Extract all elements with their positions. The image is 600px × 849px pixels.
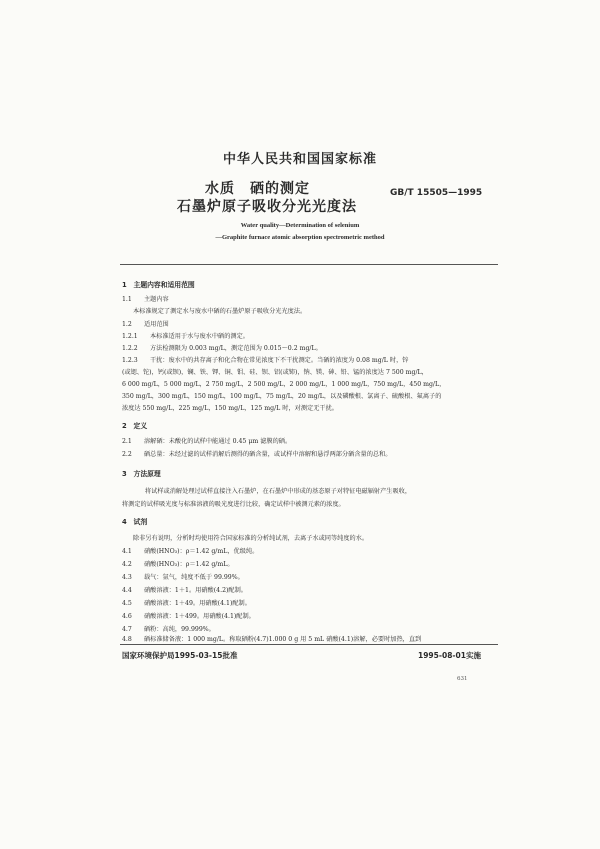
clause-1-2-3-line5: 浓度达 550 mg/L，225 mg/L，150 mg/L，125 mg/L 时，对测定无干扰。 bbox=[122, 405, 338, 412]
clause-number: 4.2 bbox=[122, 561, 132, 568]
clause-1-1 bbox=[122, 296, 169, 304]
chinese-title-line2: 石墨炉原子吸收分光光度法 bbox=[177, 199, 357, 215]
clause-text: 硝酸(HNO₃)：ρ＝1.42 g/mL。 bbox=[144, 561, 234, 568]
clause-1-1-text: 本标准规定了测定水与废水中硒的石墨炉原子吸收分光光度法。 bbox=[133, 308, 307, 315]
clause-number: 4.5 bbox=[122, 600, 132, 607]
english-title-line2: —Graphite furnace atomic absorption spectrometric method bbox=[215, 234, 385, 241]
clause-text: 本标准适用于水与废水中硒的测定。 bbox=[150, 333, 249, 340]
page-number: 631 bbox=[457, 676, 468, 682]
clause-text: 硝酸(HNO₃)：ρ＝1.42 g/mL，优级纯。 bbox=[144, 548, 259, 555]
approval-date: 国家环境保护局1995-03-15批准 bbox=[122, 651, 238, 660]
clause-1-2-1 bbox=[122, 333, 249, 341]
clause-text: 硝酸溶液：1＋49。用硝酸(4.1)配制。 bbox=[144, 600, 251, 607]
clause-4-2 bbox=[122, 561, 234, 569]
clause-number: 4.7 bbox=[122, 626, 132, 633]
clause-4-7 bbox=[122, 626, 215, 634]
clause-4-1 bbox=[122, 548, 258, 556]
clause-number: 1.2.2 bbox=[122, 345, 138, 352]
english-title-line1: Water quality—Determination of selenium bbox=[240, 222, 360, 229]
clause-text: 载气：氩气，纯度不低于 99.99%。 bbox=[144, 574, 244, 581]
clause-number: 4.3 bbox=[122, 574, 132, 581]
clause-1-2 bbox=[122, 321, 169, 329]
standard-number: GB/T 15505—1995 bbox=[390, 188, 483, 198]
top-divider bbox=[120, 264, 498, 265]
clause-4-3 bbox=[122, 574, 244, 582]
section-1-heading: 1 主题内容和适用范围 bbox=[122, 281, 195, 289]
clause-text: 硒总量：未经过滤的试样消解后测得的硒含量，或试样中溶解和悬浮两部分硒含量的总和。 bbox=[144, 451, 392, 458]
clause-4-4 bbox=[122, 587, 247, 595]
chinese-title-line1: 水质 硒的测定 bbox=[205, 181, 310, 197]
clause-1-2-3-line2: (或锶、铊)，钙(或钡)，镧、铁、钾、铜、钼、硅、钡、铝(或铈)，钠、镁、砷、铅、锰的浓度达 7 500 mg/L， bbox=[122, 369, 428, 376]
clause-number: 2.2 bbox=[122, 451, 132, 458]
clause-number: 1.2.3 bbox=[122, 357, 138, 364]
clause-text: 方法检测限为 0.003 mg/L，测定范围为 0.015～0.2 mg/L。 bbox=[150, 345, 322, 352]
implementation-date: 1995-08-01实施 bbox=[418, 651, 481, 660]
bottom-divider bbox=[120, 644, 498, 645]
clause-text: 干扰：废水中的共存离子和化合物在常见浓度下不干扰测定。当硒的浓度为 0.08 mg/L 时，锌 bbox=[150, 357, 409, 364]
clause-text: 硒粉：高纯，99.999%。 bbox=[144, 626, 215, 633]
clause-number: 4.4 bbox=[122, 587, 132, 594]
clause-number: 1.2 bbox=[122, 321, 132, 328]
clause-2-2 bbox=[122, 451, 392, 459]
clause-number: 4.8 bbox=[122, 636, 132, 643]
clause-number: 1.1 bbox=[122, 296, 132, 303]
clause-title: 适用范围 bbox=[144, 321, 169, 328]
section-3-heading: 3 方法原理 bbox=[122, 470, 161, 478]
clause-number: 4.1 bbox=[122, 548, 132, 555]
clause-1-2-2 bbox=[122, 345, 322, 353]
section-2-heading: 2 定义 bbox=[122, 422, 148, 430]
clause-4-8 bbox=[122, 636, 421, 644]
clause-text: 硒标准储备液：1 000 mg/L。称取硒粉(4.7)1.000 0 g 用 5 mL 硝酸(4.1)溶解，必要时加热，直到 bbox=[144, 636, 422, 643]
national-standard-heading: 中华人民共和国国家标准 bbox=[222, 152, 377, 167]
section-3-line2: 将测定的试样吸光度与标准溶液的吸光度进行比较，确定试样中被测元素的浓度。 bbox=[122, 501, 345, 508]
clause-number: 1.2.1 bbox=[122, 333, 138, 340]
clause-1-2-3 bbox=[122, 357, 408, 365]
clause-4-5 bbox=[122, 600, 251, 608]
clause-number: 2.1 bbox=[122, 438, 132, 445]
clause-number: 4.6 bbox=[122, 613, 132, 620]
clause-title: 主题内容 bbox=[144, 296, 169, 303]
clause-4-6 bbox=[122, 613, 255, 621]
section-4-heading: 4 试剂 bbox=[122, 518, 148, 526]
clause-2-1 bbox=[122, 438, 291, 446]
section-4-intro: 除非另有说明，分析时均使用符合国家标准的分析纯试剂，去离子水或同等纯度的水。 bbox=[133, 535, 369, 542]
clause-text: 硝酸溶液：1＋499。用硝酸(4.1)配制。 bbox=[144, 613, 255, 620]
clause-text: 硝酸溶液：1＋1。用硝酸(4.2)配制。 bbox=[144, 587, 247, 594]
clause-1-2-3-line3: 6 000 mg/L，5 000 mg/L，2 750 mg/L，2 500 mg/L，2 000 mg/L，1 000 mg/L，750 mg/L，450 mg/L， bbox=[122, 381, 446, 388]
clause-1-2-3-line4: 350 mg/L，300 mg/L，150 mg/L，100 mg/L，75 mg/L，20 mg/L，以及磷酸根、氯离子、硫酸根、氟离子的 bbox=[122, 393, 442, 400]
clause-text: 溶解硒：未酸化的试样中能通过 0.45 μm 滤膜的硒。 bbox=[144, 438, 292, 445]
section-3-line1: 将试样或消解处理过试样直接注入石墨炉，在石墨炉中形成的基态原子对特征电磁辐射产生吸收， bbox=[145, 488, 412, 495]
